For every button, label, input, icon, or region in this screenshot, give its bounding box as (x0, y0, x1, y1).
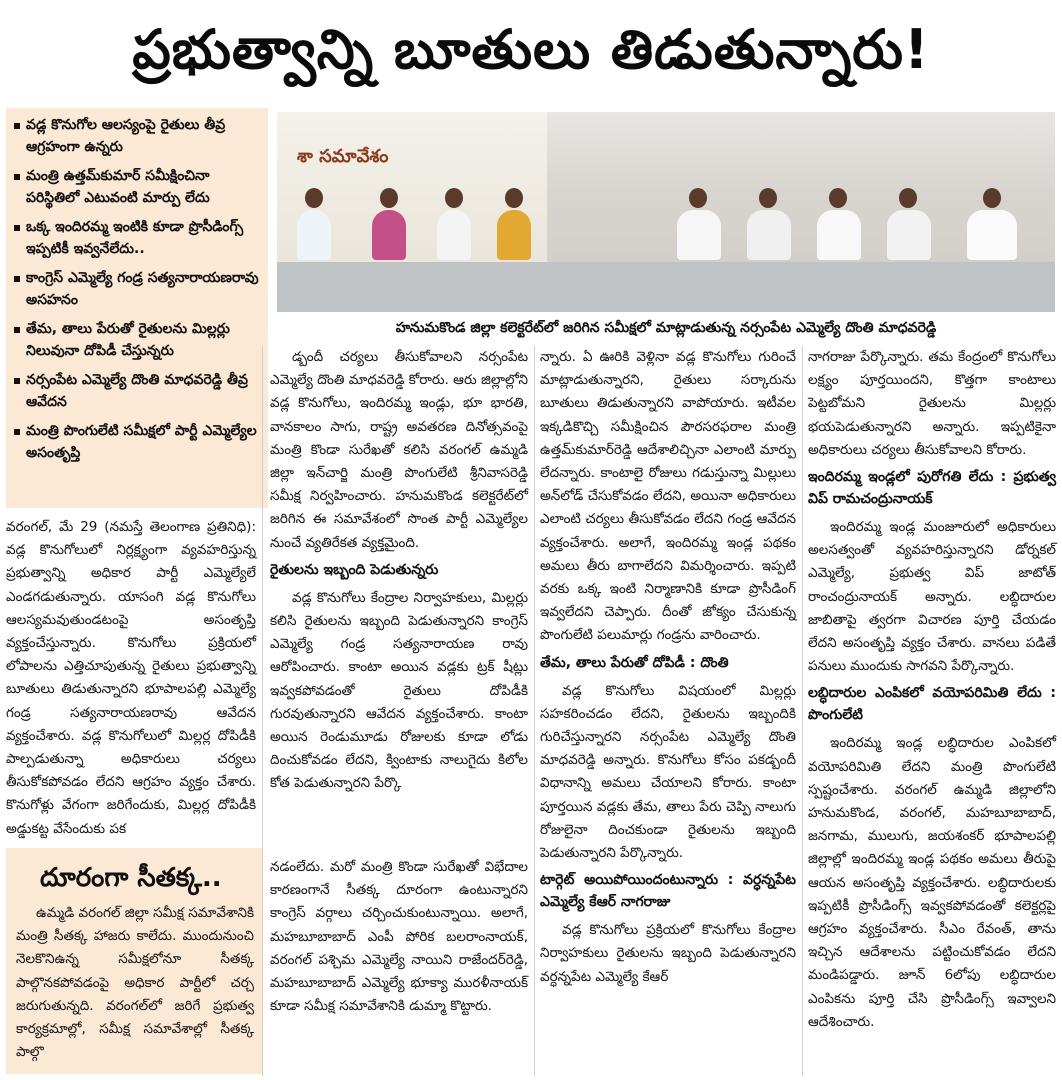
photo-head (983, 188, 1001, 208)
paragraph: ఉమ్మడి వరంగల్ జిల్లా సమీక్ష సమావేశానికి మంత్రి సీతక్క హాజరు కాలేదు. ముందునుంచి నెలకొనిఉన్న సమీక్షలోనూ సీతక్క పాల్గొనకపోవడంపై అధికార పార్టీలో చర్చ జరుగుతున్నది. వరంగల్‌లో జరిగే ప్రభుత్వ కార్యక్రమాల్లో, సమీక్ష సమావేశాల్లో సీతక్క పాల్గొ (16, 905, 254, 1061)
column-divider (534, 346, 535, 1076)
photo-head (759, 188, 777, 208)
seethakka-title: దూరంగా సీతక్క.. (40, 863, 222, 893)
paragraph: నడంలేదు. మరో మంత్రి కొండా సురేఖతో విభేదాల కారణంగానే సీతక్క దూరంగా ఉంటున్నారని కాంగ్రెస్ వర్గాలు చర్చించుకుంటున్నాయి. అలాగే, మహబూబాబాద్ ఎంపీ పోరిక బలరాంనాయక్, వరంగల్ పశ్చిమ ఎమ్మెల్యే నాయిని రాజేందర్‌రెడ్డి, మహబూబాబాద్ ఎమ్మెల్యే భూక్యా మురళీనాయక్ కూడా సమీక్ష సమావేశానికి డుమ్మా కొట్టారు. (270, 859, 528, 1015)
highlight-item: మంత్రి ఉత్తమ్‌కుమార్ సమీక్షించినా పరిస్థితిలో ఎటువంటి మార్పు లేదు (14, 165, 262, 209)
photo-caption: హనుమకొండ జిల్లా కలెక్టరేట్‌లో జరిగిన సమీక్షలో మాట్లాడుతున్న నర్సంపేట ఎమ్మెల్యే దొంతి మాధవరెడ్డి (395, 320, 937, 336)
paragraph: వరంగల్, మే 29 (నమస్తే తెలంగాణ ప్రతినిధి): వడ్ల కొనుగోలులో నిర్లక్ష్యంగా వ్యవహరిస్తున్న ప్రభుత్వాన్ని అధికార పార్టీ ఎమ్మెల్యేలే ఎండగడుతున్నారు. యాసంగి వడ్ల కొనుగోలు ఆలస్యమవుతుండటంపై అసంతృప్తి వ్యక్తంచేస్తున్నారు. కొనుగోలు ప్రక్రియలో లోపాలను ఎత్తిచూపుతున్న రైతులు ప్రభుత్వాన్ని బూతులు తిడుతున్నారని భూపాలపల్లి ఎమ్మెల్యే గండ్ర సత్యనారాయణరావు ఆవేదన వ్యక్తంచేశారు. వడ్ల కొనుగోలులో మిల్లర్ల దోపిడీకి పాల్పడుతున్నా అధికారులు చర్యలు తీసుకోకపోవడం లేదని ఆగ్రహం వ్యక్తం చేశారు. కొనుగోళ్లు వేగంగా జరిగేందుకు, మిల్లర్ల దోపిడీకి అడ్డుకట్ట వేసేందుకు పక (6, 519, 256, 837)
photo-person (677, 210, 721, 260)
photo-person (372, 210, 406, 260)
photo-person (967, 210, 1017, 260)
photo-head (445, 188, 463, 208)
column-divider (802, 346, 803, 1076)
bullet-square-icon (14, 429, 20, 435)
photo-person (817, 210, 861, 260)
highlights-box (6, 108, 268, 508)
photo-head (689, 188, 707, 208)
paragraph: ఇందిరమ్మ ఇండ్ల లబ్ధిదారుల ఎంపికలో వయోపరిమితి లేదని మంత్రి పొంగులేటి స్పష్టంచేశారు. వరంగల్ ఉమ్మడి జిల్లాలోని హనుమకొండ, వరంగల్, మహబూబాబాద్, జనగామ, ములుగు, జయశంకర్ భూపాలపల్లి జిల్లాల్లో ఇందిరమ్మ ఇండ్ల పథకం అమలు తీరుపై ఆయన అసంతృప్తి వ్యక్తంచేశారు. లబ్ధిదారులకు ఇప్పటికీ ప్రొసీడింగ్స్ ఇవ్వకపోవడంతో కలెక్టర్లపై ఆగ్రహం వ్యక్తంచేశారు. సీఎం రేవంత్, తాను ఇచ్చిన ఆదేశాలను పట్టించుకోవడం లేదని మండిపడ్డారు. జూన్ 6లోపు లబ్ధిదారుల ఎంపికను పూర్తి చేసి ప్రొసీడింగ్స్ ఇవ్వాలని ఆదేశించారు. (808, 735, 1056, 1030)
subheading: లబ్ధిదారుల ఎంపికలో వయోపరిమితి లేదు : పొంగులేటి (808, 685, 1056, 724)
photo-person (437, 210, 471, 260)
photo-person (887, 210, 931, 260)
highlight-item: వడ్ల కొనుగోల ఆలస్యంపై రైతులు తీవ్ర ఆగ్రహంగా ఉన్నరు (14, 114, 262, 158)
column-divider (262, 346, 263, 1076)
photo-head (380, 188, 398, 208)
meeting-photo (277, 112, 1055, 312)
article-column-3 (540, 346, 796, 989)
bullet-square-icon (14, 378, 20, 384)
photo-table (277, 262, 1055, 312)
bullet-square-icon (14, 225, 20, 231)
seethakka-continuation (270, 856, 528, 1018)
highlight-item: మంత్రి పొంగులేటి సమీక్షలో పార్టీ ఎమ్మెల్యేల అసంతృప్తి (14, 420, 262, 464)
article-column-1 (6, 516, 256, 841)
highlight-item: ఒక్క ఇందిరమ్మ ఇంటికి కూడా ప్రొసీడింగ్స్ ఇప్పటికీ ఇవ్వనేలేదు.. (14, 216, 262, 260)
paragraph: వడ్ల కొనుగోలు ప్రక్రియలో కొనుగోలు కేంద్రాల నిర్వాహకులు రైతులను ఇబ్బంది పెడుతున్నారని వర్ధన్నపేట ఎమ్మెల్యే కేఆర్ (540, 922, 796, 985)
bullet-square-icon (14, 276, 20, 282)
headline: ప్రభుత్వాన్ని బూతులు తిడుతున్నారు! (132, 18, 930, 81)
paragraph: వడ్ల కొనుగోలు కేంద్రాల నిర్వాహకులు, మిల్లర్లు కలిసి రైతులను ఇబ్బంది పెడుతున్నారని కాంగ్రెస్ ఎమ్మెల్యే గండ్ర సత్యనారాయణ రావు ఆరోపించారు. కాంటా అయిన వడ్లకు ట్రక్ షీట్లు ఇవ్వకపోవడంతో రైతులు దోపిడీకి గురవుతున్నారని ఆవేదన వ్యక్తంచేశారు. కాంటా అయిన రెండుమూడు రోజులకు కూడా లోడు దించుకోవడం లేదని, క్వింటాకు నాలుగైదు కిలోల కోత పెడుతున్నారని పేర్కొ (270, 589, 528, 792)
photo-head (829, 188, 847, 208)
subheading: ఇందిరమ్మ ఇండ్లలో పురోగతి లేదు : ప్రభుత్వ విప్ రామచంద్రునాయక్ (808, 469, 1056, 508)
subheading: టార్గెట్ అయిపోయిందంటున్నారు : వర్ధన్నపేట ఎమ్మెల్యే కేఆర్ నాగరాజు (540, 872, 796, 911)
bullet-square-icon (14, 174, 20, 180)
paragraph: నాగరాజు పేర్కొన్నారు. తమ కేంద్రంలో కొనుగోలు లక్ష్యం పూర్తయిందని, కొత్తగా కాంటాలు పెట్టబోమని రైతులను మిల్లర్లు భయపెడుతున్నారని అన్నారు. ఇప్పటికైనా అధికారులు చర్యలు తీసుకోవాలని కోరారు. (808, 349, 1056, 458)
photo-person (747, 210, 791, 260)
paragraph: డ్బందీ చర్యలు తీసుకోవాలని నర్సంపేట ఎమ్మెల్యే దొంతి మాధవరెడ్డి కోరారు. ఆరు జిల్లాల్లోని వడ్ల కొనుగోలు, ఇందిరమ్మ ఇండ్లు, భూ భారతి, వానకాలం సాగు, రాష్ట్ర అవతరణ దినోత్సవంపై మంత్రి కొండా సురేఖతో కలిసి వరంగల్ ఉమ్మడి జిల్లా ఇన్‌చార్జి మంత్రి పొంగులేటి శ్రీనివాసరెడ్డి సమీక్ష నిర్వహించారు. హనుమకొండ కలెక్టరేట్‌లో జరిగిన ఈ సమావేశంలో సొంత పార్టీ ఎమ్మెల్యేల నుంచే వ్యతిరేకత వ్యక్తమైంది. (270, 349, 528, 551)
photo-head (305, 188, 323, 208)
banner-text: శా సమావేశం (297, 146, 389, 167)
subheading: తేమ, తాలు పేరుతో దోపిడీ : దొంతి (540, 654, 729, 671)
paragraph: ఇందిరమ్మ ఇండ్ల మంజూరులో అధికారులు అలసత్వంతో వ్యవహరిస్తున్నారని డోర్నకల్ ఎమ్మెల్యే, ప్రభుత్వ విప్ జాటోత్ రాంచంద్రునాయక్ అన్నారు. లబ్ధిదారుల జాబితాపై త్వరగా విచారణ పూర్తి చేయడం లేదని అసంతృప్తి వ్యక్తం చేశారు. వానలు పడితే పనులు ముందుకు సాగవని పేర్కొన్నారు. (808, 519, 1056, 675)
paragraph: న్నారు. ఏ ఊరికి వెళ్లినా వడ్ల కొనుగోలు గురించే మాట్లాడుతున్నారని, రైతులు సర్కారును బూతులు తిడుతున్నారని వాపోయారు. ఇటీవల ఇక్కడికొచ్చి సమీక్షించిన పౌరసరఫరాల మంత్రి ఉత్తమ్‌కుమార్‌రెడ్డి ఆదేశాలిచ్చినా ఎలాంటి మార్పు లేదన్నారు. కాంటాలై రోజులు గడుస్తున్నా మిల్లులు అన్‌లోడ్ చేసుకోవడం లేదని, అయినా అధికారులు ఎలాంటి చర్యలు తీసుకోవడం లేదని గండ్ర ఆవేదన వ్యక్తంచేశారు. అలాగే, ఇందిరమ్మ ఇండ్ల పథకం అమలు తీరు బాగాలేదని విమర్శించారు. ఇప్పటి వరకు ఒక్క ఇంటి నిర్మాణానికి కూడా ప్రొసీడింగ్ ఇవ్వలేదని చెప్పారు. దీంతో జోక్యం చేసుకున్న పొంగులేటి పలుమార్లు గండ్రను వారించారు. (540, 349, 796, 644)
highlight-item: తేమ, తాలు పేరుతో రైతులను మిల్లర్లు నిలువునా దోపిడీ చేస్తున్నరు (14, 318, 262, 362)
photo-person (297, 210, 331, 260)
article-column-4 (808, 346, 1056, 1034)
photo-person (497, 210, 531, 260)
highlight-item: నర్సంపేట ఎమ్మెల్యే దొంతి మాధవరెడ్డి తీవ్ర ఆవేదన (14, 369, 262, 413)
seethakka-box (6, 848, 262, 1074)
highlight-item: కాంగ్రెస్ ఎమ్మెల్యే గండ్ర సత్యనారాయణరావు అసహనం (14, 267, 262, 311)
photo-head (899, 188, 917, 208)
bullet-square-icon (14, 327, 20, 333)
article-column-2 (270, 346, 528, 796)
paragraph: వడ్ల కొనుగోలు విషయంలో మిల్లర్లు సహకరించడం లేదని, రైతులను ఇబ్బందికి గురిచేస్తున్నారని నర్సంపేట ఎమ్మెల్యే దొంతి మాధవరెడ్డి అన్నారు. కొనుగోలు కోసం పకడ్బందీ విధానాన్ని అమలు చేయాలని కోరారు. కాంటా పూర్తయిన వడ్లకు తేమ, తాలు పేరు చెప్పి నాలుగు రోజులైనా దించకుండా రైతులను ఇబ్బంది పెడుతున్నారని పేర్కొన్నారు. (540, 682, 796, 862)
photo-head (505, 188, 523, 208)
subheading: రైతులను ఇబ్బంది పెడుతున్నరు (270, 561, 439, 578)
bullet-square-icon (14, 123, 20, 129)
